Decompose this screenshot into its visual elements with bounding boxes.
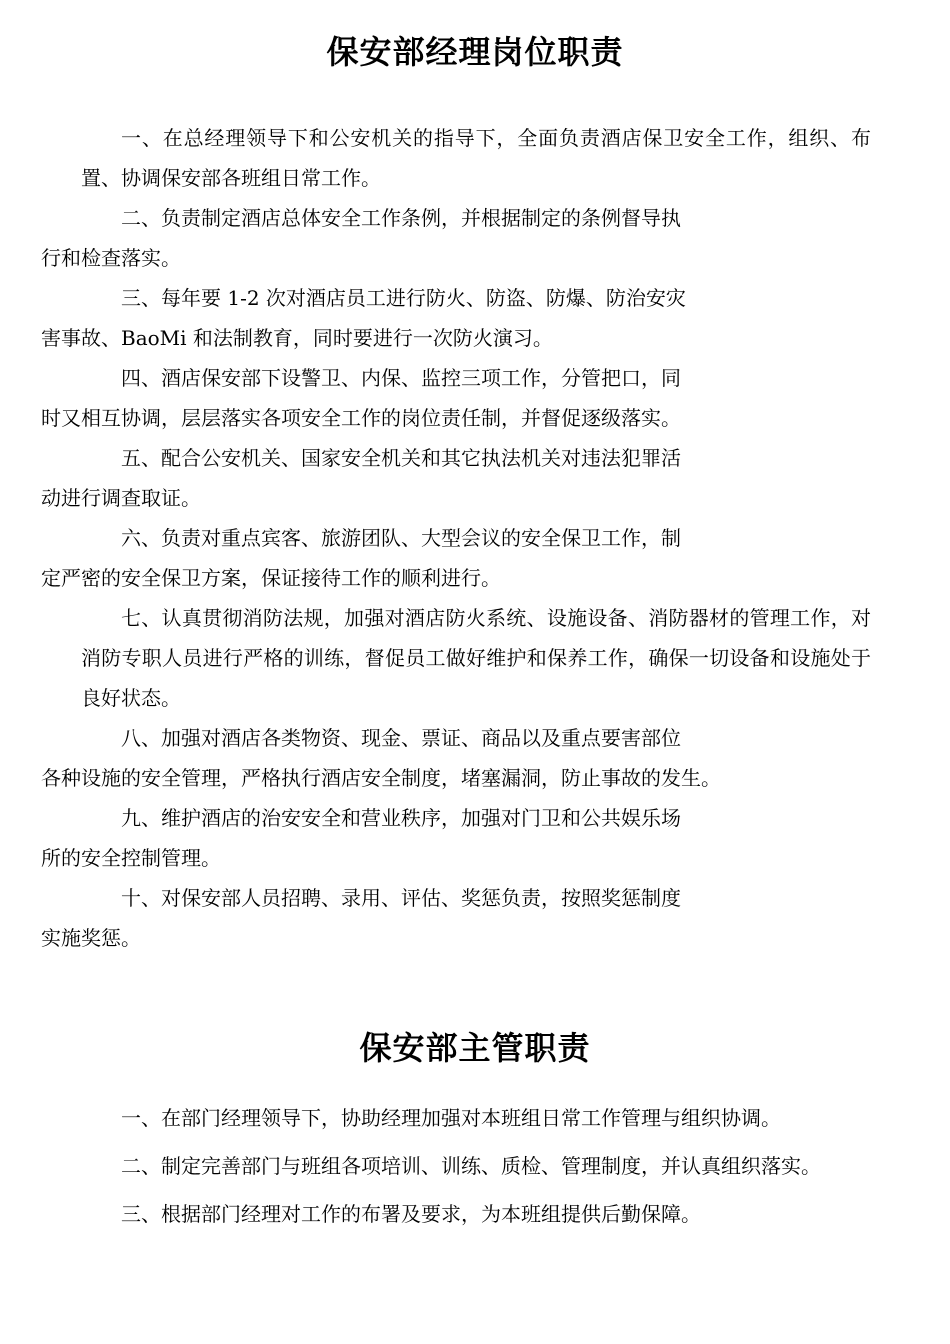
duty-paragraph-2 bbox=[41, 198, 871, 278]
duty-line: 三、每年要 1-2 次对酒店员工进行防火、防盗、防爆、防治安灾 bbox=[121, 286, 686, 310]
page-title: 保安部经理岗位职责 bbox=[326, 33, 624, 71]
supervisor-duties-section bbox=[81, 1094, 871, 1238]
duty-line: 九、维护酒店的治安安全和营业秩序，加强对门卫和公共娱乐场 bbox=[121, 806, 681, 830]
duty-paragraph-10 bbox=[41, 878, 871, 958]
duty-line: 二、负责制定酒店总体安全工作条例，并根据制定的条例督导执 bbox=[121, 206, 681, 230]
duty-line: 行和检查落实。 bbox=[41, 246, 181, 270]
duty-line: 四、酒店保安部下设警卫、内保、监控三项工作，分管把口，同 bbox=[121, 366, 681, 390]
duty-paragraph-9 bbox=[41, 798, 871, 878]
duty-line: 害事故、BaoMi 和法制教育，同时要进行一次防火演习。 bbox=[41, 326, 553, 350]
duty-paragraph-4 bbox=[41, 358, 871, 438]
duty-line: 五、配合公安机关、国家安全机关和其它执法机关对违法犯罪活 bbox=[121, 446, 681, 470]
duty-line: 各种设施的安全管理，严格执行酒店安全制度，堵塞漏洞，防止事故的发生。 bbox=[41, 766, 721, 790]
duty-paragraph-1: 一、在部门经理领导下，协助经理加强对本班组日常工作管理与组织协调。 bbox=[121, 1106, 781, 1130]
duty-paragraph-7: 七、认真贯彻消防法规，加强对酒店防火系统、设施设备、消防器材的管理工作，对消防专职人员进行严格的训练，督促员工做好维护和保养工作，确保一切设备和设施处于良好状态。 bbox=[81, 606, 871, 710]
duty-paragraph-1: 一、在总经理领导下和公安机关的指导下，全面负责酒店保卫安全工作，组织、布置、协调保安部各班组日常工作。 bbox=[81, 126, 871, 190]
duty-paragraph-2: 二、制定完善部门与班组各项培训、训练、质检、管理制度，并认真组织落实。 bbox=[121, 1154, 821, 1178]
duty-paragraph-5 bbox=[41, 438, 871, 518]
duty-paragraph-3: 三、根据部门经理对工作的布署及要求，为本班组提供后勤保障。 bbox=[121, 1202, 701, 1226]
duty-line: 实施奖惩。 bbox=[41, 926, 141, 950]
duty-line: 定严密的安全保卫方案，保证接待工作的顺利进行。 bbox=[41, 566, 501, 590]
duty-paragraph-8 bbox=[41, 718, 871, 798]
duty-line: 十、对保安部人员招聘、录用、评估、奖惩负责，按照奖惩制度 bbox=[121, 886, 681, 910]
duty-paragraph-3 bbox=[41, 278, 871, 358]
duty-paragraph-6 bbox=[41, 518, 871, 598]
section-title: 保安部主管职责 bbox=[359, 1029, 591, 1067]
duty-line: 时又相互协调，层层落实各项安全工作的岗位责任制，并督促逐级落实。 bbox=[41, 406, 681, 430]
duty-line: 所的安全控制管理。 bbox=[41, 846, 221, 870]
duty-line: 动进行调查取证。 bbox=[41, 486, 201, 510]
duty-line: 六、负责对重点宾客、旅游团队、大型会议的安全保卫工作，制 bbox=[121, 526, 681, 550]
manager-duties-section bbox=[41, 118, 871, 958]
duty-line: 八、加强对酒店各类物资、现金、票证、商品以及重点要害部位 bbox=[121, 726, 681, 750]
